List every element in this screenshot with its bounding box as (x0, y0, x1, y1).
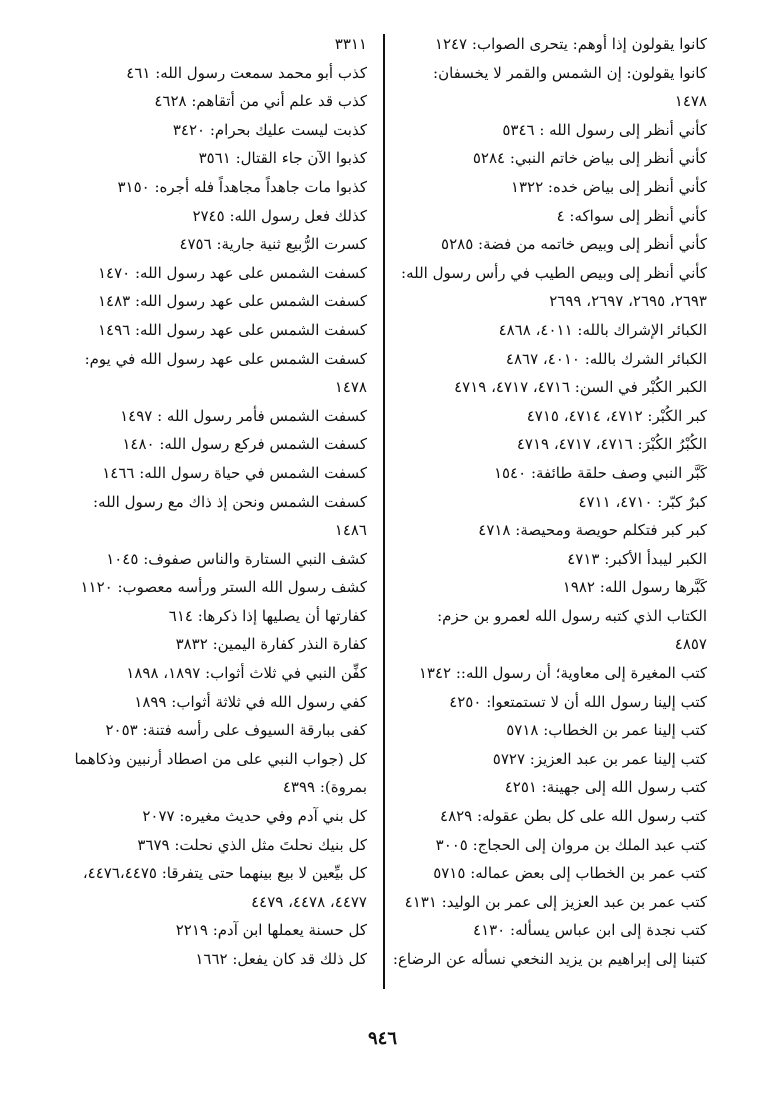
right-column (377, 30, 707, 974)
index-entry: كذب قد علم أني من أتقاهم: ٤٦٢٨ (154, 92, 367, 111)
index-entry: بمروة): ٤٣٩٩ (282, 778, 367, 797)
index-entry: كتب رسول الله إلى جهينة: ٤٢٥١ (504, 778, 707, 797)
index-entry: كتب عبد الملك بن مروان إلى الحجاج: ٣٠٠٥ (435, 835, 707, 854)
index-entry: كسفت الشمس على عهد رسول الله: ١٤٧٠ (97, 263, 367, 282)
index-entry: كل بنيك نحلتَ مثل الذي نحلت: ٣٦٧٩ (137, 835, 367, 854)
index-entry: كانوا يقولون: إن الشمس والقمر لا يخسفان: (433, 63, 707, 82)
index-entry: كسفت الشمس فركع رسول الله: ١٤٨٠ (122, 435, 367, 454)
index-entry: كتب إلينا عمر بن الخطاب: ٥٧١٨ (506, 721, 707, 740)
index-entry: كسفت الشمس على عهد رسول الله: ١٤٩٦ (97, 320, 367, 339)
index-entry: كتبنا إلى إبراهيم بن يزيد النخعي نسأله عن الرضاع: (392, 950, 707, 968)
index-entry: كأني أنظر إلى وبيص الطيب في رأس رسول الله: (401, 263, 707, 282)
index-entry: كأني أنظر إلى رسول الله : ٥٣٤٦ (502, 120, 707, 139)
index-entry: الكُبْرُ الكُبْرَ: ٤٧١٦، ٤٧١٧، ٤٧١٩ (516, 435, 707, 454)
index-entry: كسفت الشمس على عهد رسول الله: ١٤٨٣ (97, 292, 367, 311)
index-entry: كتب نجدة إلى ابن عباس يسأله: ٤١٣٠ (473, 921, 707, 940)
index-entry: كشف رسول الله الستر ورأسه معصوب: ١١٢٠ (80, 578, 367, 597)
index-entry: الكبائر الإشراك بالله: ٤٠١١، ٤٨٦٨ (498, 320, 707, 339)
index-entry: كذبوا الآن جاء القتال: ٣٥٦١ (198, 149, 367, 168)
index-entry: كتب المغيرة إلى معاوية؛ أن رسول الله:: ١٣٤٢ (418, 664, 707, 683)
index-entry: ٢٦٩٣، ٢٦٩٥، ٢٦٩٧، ٢٦٩٩ (549, 292, 707, 311)
page-number: ٩٤٦ (367, 1028, 397, 1049)
index-entry: كانوا يقولون إذا أوهم: يتحرى الصواب: ١٢٤٧ (434, 35, 707, 53)
index-entry: كتب إلينا رسول الله أن لا تستمتعوا: ٤٢٥٠ (449, 692, 707, 711)
index-entry: كأني أنظر إلى وبيص خاتمه من فضة: ٥٢٨٥ (441, 235, 707, 254)
index-entry: كفي رسول الله في ثلاثة أثواب: ١٨٩٩ (134, 692, 367, 711)
index-entry: كل بني آدم وفي حديث مغيره: ٢٠٧٧ (142, 807, 367, 826)
index-entry: كأني أنظر إلى بياض خاتم النبي: ٥٢٨٤ (472, 149, 707, 168)
index-entry: كل ذلك قد كان يفعل: ١٦٦٢ (195, 950, 367, 968)
index-entry: كتب إلينا عمر بن عبد العزيز: ٥٧٢٧ (492, 749, 707, 768)
index-entry: كسرت الرُّبيع ثنية جارية: ٤٧٥٦ (179, 235, 367, 254)
index-entry: الكتاب الذي كتبه رسول الله لعمرو بن حزم: (437, 606, 707, 625)
index-entry: ٤٤٧٧، ٤٤٧٨، ٤٤٧٩ (251, 892, 367, 911)
index-entry: كَبَّرها رسول الله: ١٩٨٢ (562, 578, 707, 597)
index-entry: كتب عمر بن عبد العزيز إلى عمر بن الوليد: ٤١٣١ (404, 892, 707, 911)
index-entry: الكبر ليبدأ الأكبر: ٤٧١٣ (567, 549, 707, 568)
index-entry: الكبائر الشرك بالله: ٤٠١٠، ٤٨٦٧ (505, 349, 707, 368)
index-entry: كَبَّر النبي وصف حلقة طائفة: ١٥٤٠ (493, 463, 707, 482)
index-entry: كل بيِّعين لا بيع بينهما حتى يتفرقا: ٤٤٧٦،٤٤٧٥، (82, 864, 367, 883)
index-entry: ٣٣١١ (334, 35, 367, 53)
index-entry: كفارة النذر كفارة اليمين: ٣٨٣٢ (175, 635, 367, 654)
index-entry: كسفت الشمس على عهد رسول الله في يوم: (84, 349, 367, 368)
index-entry: كفِّن النبي في ثلاث أثواب: ١٨٩٧، ١٨٩٨ (126, 664, 367, 683)
index-entry: كبر كبر فتكلم حويصة ومحيصة: ٤٧١٨ (478, 521, 707, 540)
index-entry: كذبوا مات جاهداً مجاهداً فله أجره: ٣١٥٠ (117, 177, 367, 196)
index-entry: كذب أبو محمد سمعت رسول الله: ٤٦١ (126, 63, 367, 82)
index-entry: كشف النبي الستارة والناس صفوف: ١٠٤٥ (106, 549, 367, 568)
index-entry: كبر الكُبْر: ٤٧١٢، ٤٧١٤، ٤٧١٥ (526, 406, 707, 425)
index-entry: ١٤٧٨ (674, 92, 707, 111)
index-entry: الكبر الكُبْر في السن: ٤٧١٦، ٤٧١٧، ٤٧١٩ (454, 378, 707, 397)
index-entry: ٤٨٥٧ (674, 635, 707, 654)
index-entry: كسفت الشمس فأمر رسول الله : ١٤٩٧ (120, 406, 367, 425)
index-entry: كأني أنظر إلى سواكه: ٤ (556, 206, 707, 225)
index-entry: كذبت ليست عليك بحرام: ٣٤٢٠ (172, 120, 367, 139)
index-entry: كذلك فعل رسول الله: ٢٧٤٥ (192, 206, 367, 225)
index-entry: كأني أنظر إلى بياض خده: ١٣٢٢ (510, 177, 707, 196)
index-entry: كفى ببارقة السيوف على رأسه فتنة: ٢٠٥٣ (105, 721, 367, 740)
index-entry: كسفت الشمس في حياة رسول الله: ١٤٦٦ (102, 463, 367, 482)
index-entry: كتب عمر بن الخطاب إلى بعض عماله: ٥٧١٥ (433, 864, 707, 883)
column-divider (383, 34, 385, 989)
left-column (32, 30, 367, 974)
index-entry: كتب رسول الله على كل بطن عقوله: ٤٨٢٩ (440, 807, 707, 826)
index-entry: كسفت الشمس ونحن إذ ذاك مع رسول الله: (93, 492, 367, 511)
index-entry: كل حسنة يعملها ابن آدم: ٢٢١٩ (175, 921, 367, 940)
index-entry: كبرٌ كبّر: ٤٧١٠، ٤٧١١ (578, 492, 707, 511)
index-entry: ١٤٨٦ (334, 521, 367, 540)
index-entry: ١٤٧٨ (334, 378, 367, 397)
index-entry: كل (جواب النبي على من اصطاد أرنبين وذكاهما (74, 749, 367, 768)
index-entry: كفارتها أن يصليها إذا ذكرها: ٦١٤ (168, 606, 367, 625)
